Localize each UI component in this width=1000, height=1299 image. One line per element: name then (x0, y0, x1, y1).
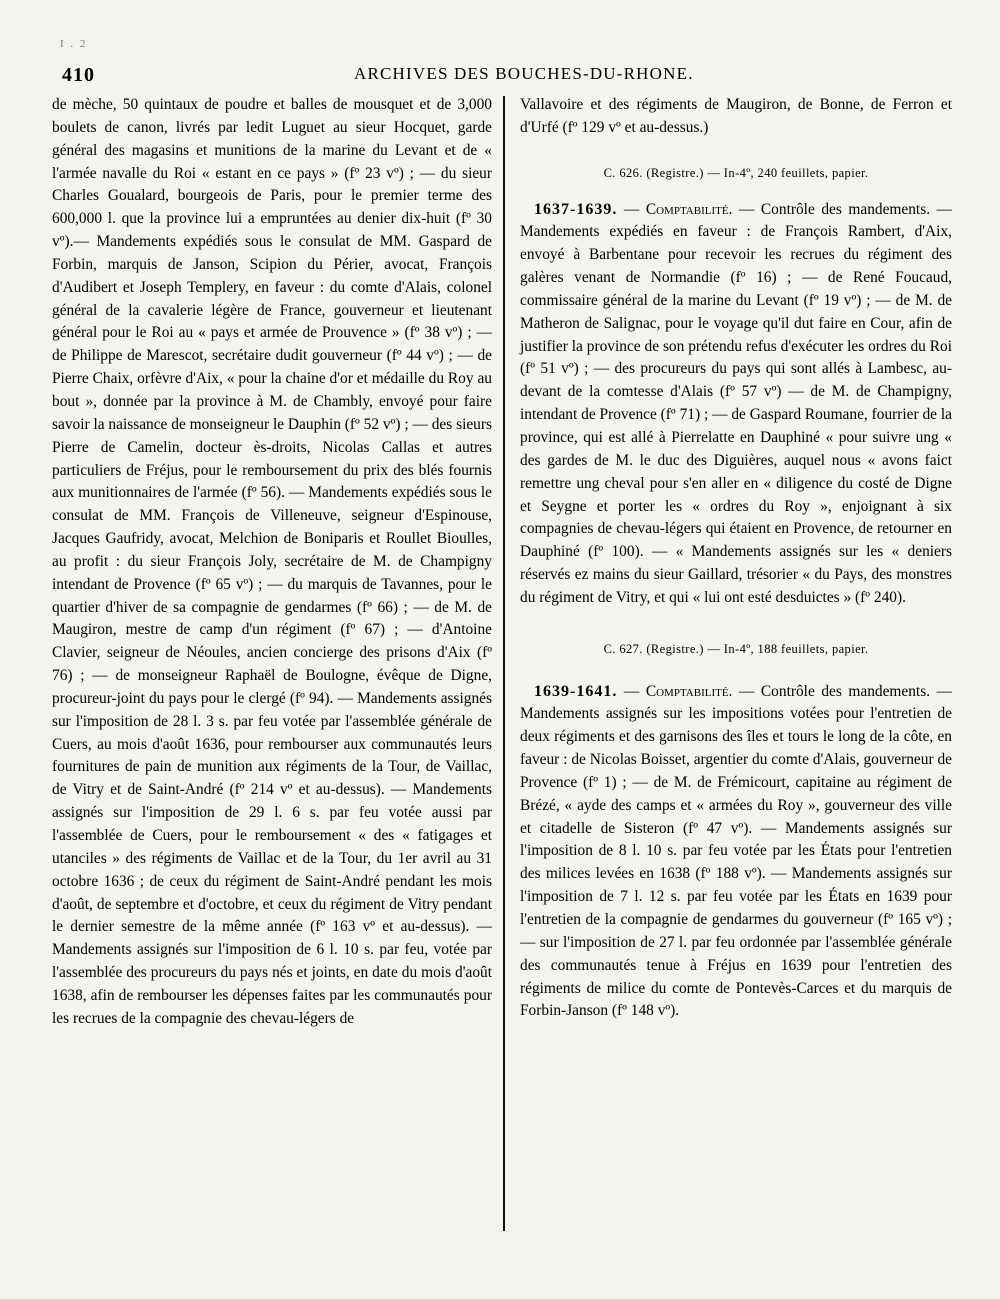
entry-body: — Contrôle des mandements. — Mandements assignés sur les impositions votées pour l'entretien de deux régiments et des garnisons des îles et tours le long de la côte, en faveur : de Nicolas Boisset, argentier du comte d'Alais, gouverneur de Provence (fº 1) ; — de M. de Frémicourt, capitaine au régiment de Brézé, « ayde des camps et « armées du Roy », gouverneur des ville et citadelle de Sisteron (fº 47 vº). — Mandements assignés sur l'imposition de 8 l. 10 s. par feu votée par les États pour l'entretien des milices levées en 1638 (fº 188 vº). — Mandements assignés sur l'imposition de 7 l. 12 s. par feu votée par les États en 1639 pour l'entretien de la compagnie de gendarmes du gouverneur (fº 165 vº) ; — sur l'imposition de 27 l. par feu ordonnée par l'assemblée générale des communautés tenue à Fréjus en 1639 pour l'entretien des régiments de milice du comte de Pontevès-Carces et du marquis de Forbin-Janson (fº 148 vº). (520, 682, 952, 1020)
entry-body: — Contrôle des mandements. — Mandements expédiés en faveur : de François Rambert, d'Aix, envoyé à Barbentane pour recevoir les recrues du régiment des galères venant de Normandie (fº 16) ; — de René Foucaud, commissaire général de la marine du Levant (fº 19 vº) ; — de M. de Matheron de Salignac, pour le voyage qu'il dut faire en Cour, afin de justifier la province de son prétendu refus d'exécuter les ordres du Roi (fº 51 vº) ; — des procureurs du pays qui sont allés à Lambesc, au-devant de la comtesse d'Alais (fº 57 vº) — de M. de Champigny, intendant de Provence (fº 71) ; — de Gaspard Roumane, fourrier de la province, qui est allé à Pierrelatte en Dauphiné « pour suivre ung « des gardes de M. le duc des Diguières, auquel nous « avons faict remettre ung cheval pour s'en aller en « diligence du costé de Digne et Seygne et porter les « ordres du Roy », enjoignant à six compagnies de chevau-légers qui étaient en Provence, de retourner en Dauphiné (fº 100). — « Mandements assignés sur les « deniers réservés ez mains du sieur Gaillard, trésorier « du Pays, des monstres du régiment de Vitry, et qui « lui ont esté desduictes » (fº 240). (520, 200, 952, 606)
entry-years: 1639-1641. (534, 682, 618, 700)
archive-reference-c626: C. 626. (Registre.) — In-4º, 240 feuillets, papier. (603, 165, 869, 180)
entry-category: — Comptabilité. (623, 200, 733, 218)
continuation-text: Vallavoire et des régiments de Maugiron, de Bonne, de Ferron et d'Urfé (fº 129 vº et au-dessus.) (520, 96, 952, 136)
entry-c627 (520, 681, 952, 1024)
corner-mark: I . 2 (60, 38, 88, 50)
right-column (520, 94, 952, 1023)
left-column-text: de mèche, 50 quintaux de poudre et balles de mousquet et de 3,000 boulets de canon, livrés par ledit Luguet au sieur Hocquet, garde général des magasins et munitions de la marine du Levant et de « l'armée navalle du Roi « estant en ce pays » (fº 23 vº) ; — du sieur Charles Goualard, bourgeois de Paris, pour le premier terme des 600,000 l. que la province lui a empruntées au denier dix-huit (fº 30 vº).— Mandements expédiés sous le consulat de MM. Gaspard de Forbin, marquis de Janson, Scipion du Périer, avocat, François d'Audibert et Joseph Templery, en faveur : du comte d'Alais, colonel général de la cavalerie légère de France, gouverneur et lieutenant général pour le Roi au « pays et armée de Prouvence » (fº 38 vº) ; — de Philippe de Marescot, secrétaire dudit gouverneur (fº 44 vº) ; — de Pierre Chaix, orfèvre d'Aix, « pour la chaine d'or et médaille du Roy au bout », donnée par la province à M. de Chambly, envoyé pour faire savoir la naissance de monseigneur le Dauphin (fº 52 vº) ; — des sieurs Pierre de Camelin, docteur ès-droits, Nicolas Callas et autres particuliers de Fréjus, pour le remboursement du prix des blés fournis aux munitionnaires de l'armée (fº 56). — Mandements expédiés sous le consulat de MM. François de Villeneuve, seigneur d'Espinouse, Jacques Gaufridy, avocat, Melchion de Boniparis et Roullet Bioulles, au profit : du sieur François Joly, secrétaire de M. de Champigny intendant de Provence (fº 65 vº) ; — du marquis de Tavannes, pour le quartier d'hiver de sa compagnie de gendarmes (fº 66) ; — de M. de Maugiron, mestre de camp d'un régiment (fº 67) ; — d'Antoine Clavier, seigneur de Néoules, ancien concierge des prisons d'Aix (fº 76) ; — de monseigneur Raphaël de Boulogne, évêque de Digne, procureur-joint du pays pour le clergé (fº 94). — Mandements assignés sur l'imposition de 28 l. 3 s. par feu votée par l'assemblée générale de Cuers, au mois d'août 1636, pour rembourser aux communautés leurs fournitures de pain de munition aux régiments de la Tour, de Vaillac, de Vitry et de Saint-André (fº 214 vº et au-dessus). — Mandements assignés sur l'imposition de 29 l. 6 s. par feu votée aussi par l'assemblée de Cuers, pour le remboursement « des « fatigages et utanciles » des régiments de Vaillac et de la Tour, du 1er avril au 31 octobre 1636 ; de ceux du régiment de Saint-André pendant les mois d'août, de septembre et d'octobre, et ceux du régiment de Vitry pendant le dernier semestre de la même année (fº 163 vº et au-dessus). — Mandements assignés sur l'imposition de 6 l. 10 s. par feu, votée par l'assemblée des procureurs du pays nés et joints, en date du mois d'août 1638, afin de rembourser les dépenses faites par les communautés pour les recrues de la compagnie des chevau-légers de (52, 96, 492, 1027)
entry-c626 (520, 199, 952, 610)
entry-years: 1637-1639. (534, 200, 618, 218)
page-number: 410 (62, 64, 95, 86)
column-divider (503, 96, 505, 1231)
running-title: ARCHIVES DES BOUCHES-DU-RHONE. (354, 64, 694, 83)
entry-category: — Comptabilité. (623, 682, 733, 700)
archive-reference-c627: C. 627. (Registre.) — In-4º, 188 feuillets, papier. (603, 641, 869, 656)
page-header (62, 64, 942, 90)
left-column (52, 94, 492, 1031)
